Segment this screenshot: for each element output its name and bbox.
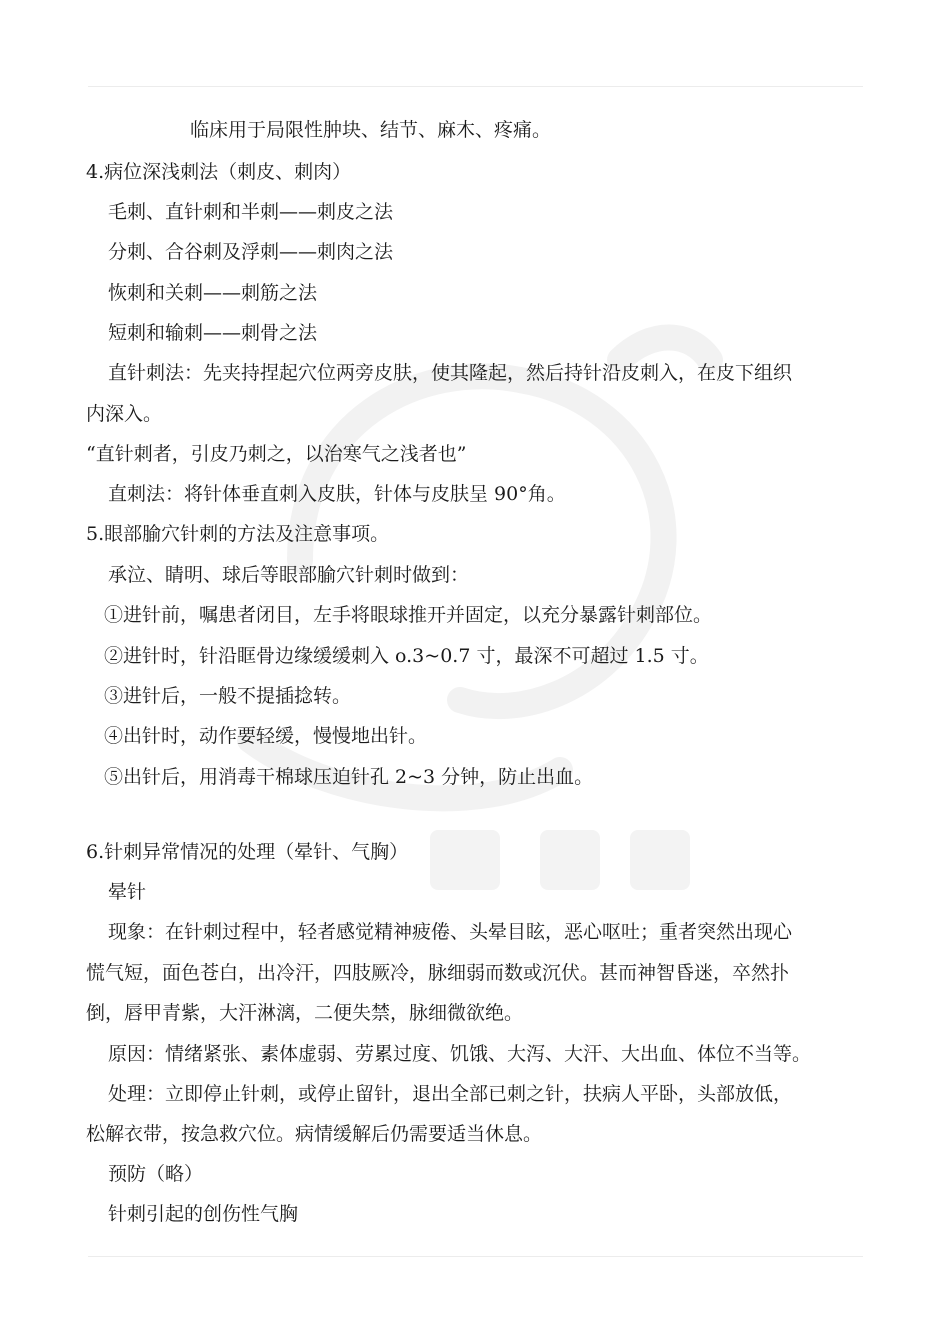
section-heading: 5.眼部腧穴针刺的方法及注意事项。 — [86, 523, 390, 545]
subheading: 预防（略） — [108, 1163, 204, 1185]
text-line: 直刺法：将针体垂直刺入皮肤，针体与皮肤呈 90°角。 — [108, 483, 566, 505]
text-line: 直针刺法：先夹持捏起穴位两旁皮肤，使其隆起，然后持针沿皮刺入，在皮下组织 — [108, 362, 793, 384]
text-line: 短刺和输刺——刺骨之法 — [108, 322, 318, 344]
subheading: 晕针 — [108, 881, 147, 903]
list-item: ④出针时，动作要轻缓，慢慢地出针。 — [104, 725, 428, 747]
list-item: ②进针时，针沿眶骨边缘缓缓刺入 o.3~0.7 寸，最深不可超过 1.5 寸。 — [104, 645, 709, 667]
list-item: ③进针后，一般不提插捻转。 — [104, 685, 352, 707]
text-line: 现象：在针刺过程中，轻者感觉精神疲倦、头晕目眩，恶心呕吐；重者突然出现心 — [108, 921, 793, 943]
section-heading: 6.针刺异常情况的处理（晕针、气胸） — [86, 841, 409, 863]
text-line: 恢刺和关刺——刺筋之法 — [108, 282, 318, 304]
section-heading: 4.病位深浅刺法（刺皮、刺肉） — [86, 161, 352, 183]
quote-line: “直针刺者，引皮乃刺之，以治寒气之浅者也” — [86, 443, 467, 465]
list-item: ⑤出针后，用消毒干棉球压迫针孔 2~3 分钟，防止出血。 — [104, 766, 594, 788]
header-rule — [88, 86, 863, 87]
text-line: 临床用于局限性肿块、结节、麻木、疼痛。 — [190, 119, 552, 141]
text-line: 倒，唇甲青紫，大汗淋漓，二便失禁，脉细微欲绝。 — [86, 1002, 524, 1024]
text-line: 松解衣带，按急救穴位。病情缓解后仍需要适当休息。 — [86, 1123, 543, 1145]
subheading: 针刺引起的创伤性气胸 — [108, 1203, 299, 1225]
text-line: 内深入。 — [86, 403, 163, 425]
text-line: 慌气短，面色苍白，出冷汗，四肢厥冷，脉细弱而数或沉伏。甚而神智昏迷，卒然扑 — [86, 962, 790, 984]
text-line: 处理：立即停止针刺，或停止留针，退出全部已刺之针，扶病人平卧，头部放低， — [108, 1083, 793, 1105]
list-item: ①进针前，嘱患者闭目，左手将眼球推开并固定，以充分暴露针刺部位。 — [104, 604, 713, 626]
text-line: 承泣、睛明、球后等眼部腧穴针刺时做到： — [108, 564, 470, 586]
text-line: 分刺、合谷刺及浮刺——刺肉之法 — [108, 241, 394, 263]
text-line: 原因：情绪紧张、素体虚弱、劳累过度、饥饿、大泻、大汗、大出血、体位不当等。 — [108, 1043, 812, 1065]
footer-rule — [88, 1256, 863, 1257]
text-line: 毛刺、直针刺和半刺——刺皮之法 — [108, 201, 394, 223]
